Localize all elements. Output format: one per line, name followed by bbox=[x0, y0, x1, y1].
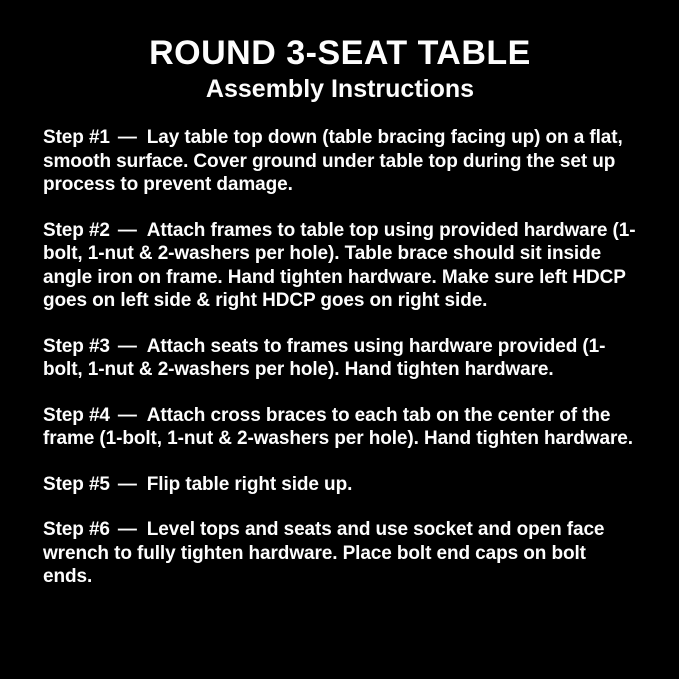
step-4-label: Step #4 bbox=[43, 404, 110, 426]
step-3 bbox=[43, 335, 637, 382]
step-2-text: Attach frames to table top using provided hardware (1-bolt, 1-nut & 2-washers per hole). Table brace should sit inside angle iron on frame. Hand tighten hardware. Make sure left HDCP goes on left side & right HDCP goes on right side. bbox=[43, 219, 636, 311]
step-3-text: Attach seats to frames using hardware provided (1-bolt, 1-nut & 2-washers per hole). Hand tighten hardware. bbox=[43, 335, 606, 380]
steps-list bbox=[43, 126, 637, 589]
step-6-label: Step #6 bbox=[43, 519, 110, 540]
step-1 bbox=[43, 126, 637, 197]
page-subtitle: Assembly Instructions bbox=[205, 75, 475, 103]
step-5-text: Flip table right side up. bbox=[146, 473, 353, 495]
step-3-dash: — bbox=[117, 335, 137, 357]
step-6 bbox=[43, 518, 637, 589]
step-1-dash: — bbox=[117, 127, 137, 148]
step-6-text: Level tops and seats and use socket and open face wrench to fully tighten hardware. Place bolt end caps on bolt ends. bbox=[43, 519, 605, 587]
step-4-text: Attach cross braces to each tab on the center of the frame (1-bolt, 1-nut & 2-washers per hole). Hand tighten hardware. bbox=[43, 404, 633, 449]
header bbox=[43, 34, 637, 103]
step-1-text: Lay table top down (table bracing facing up) on a flat, smooth surface. Cover ground under table top during the set up process to prevent damage. bbox=[43, 127, 623, 195]
step-5-label: Step #5 bbox=[43, 473, 110, 495]
page-title: ROUND 3-SEAT TABLE bbox=[149, 34, 531, 72]
step-5-dash: — bbox=[117, 473, 137, 495]
step-5 bbox=[43, 473, 637, 497]
step-1-label: Step #1 bbox=[43, 127, 110, 148]
step-4 bbox=[43, 404, 637, 451]
step-4-dash: — bbox=[117, 404, 137, 426]
step-2-label: Step #2 bbox=[43, 219, 110, 241]
step-6-dash: — bbox=[117, 519, 137, 540]
step-2-dash: — bbox=[117, 219, 137, 241]
step-3-label: Step #3 bbox=[43, 335, 110, 357]
step-2 bbox=[43, 219, 637, 313]
